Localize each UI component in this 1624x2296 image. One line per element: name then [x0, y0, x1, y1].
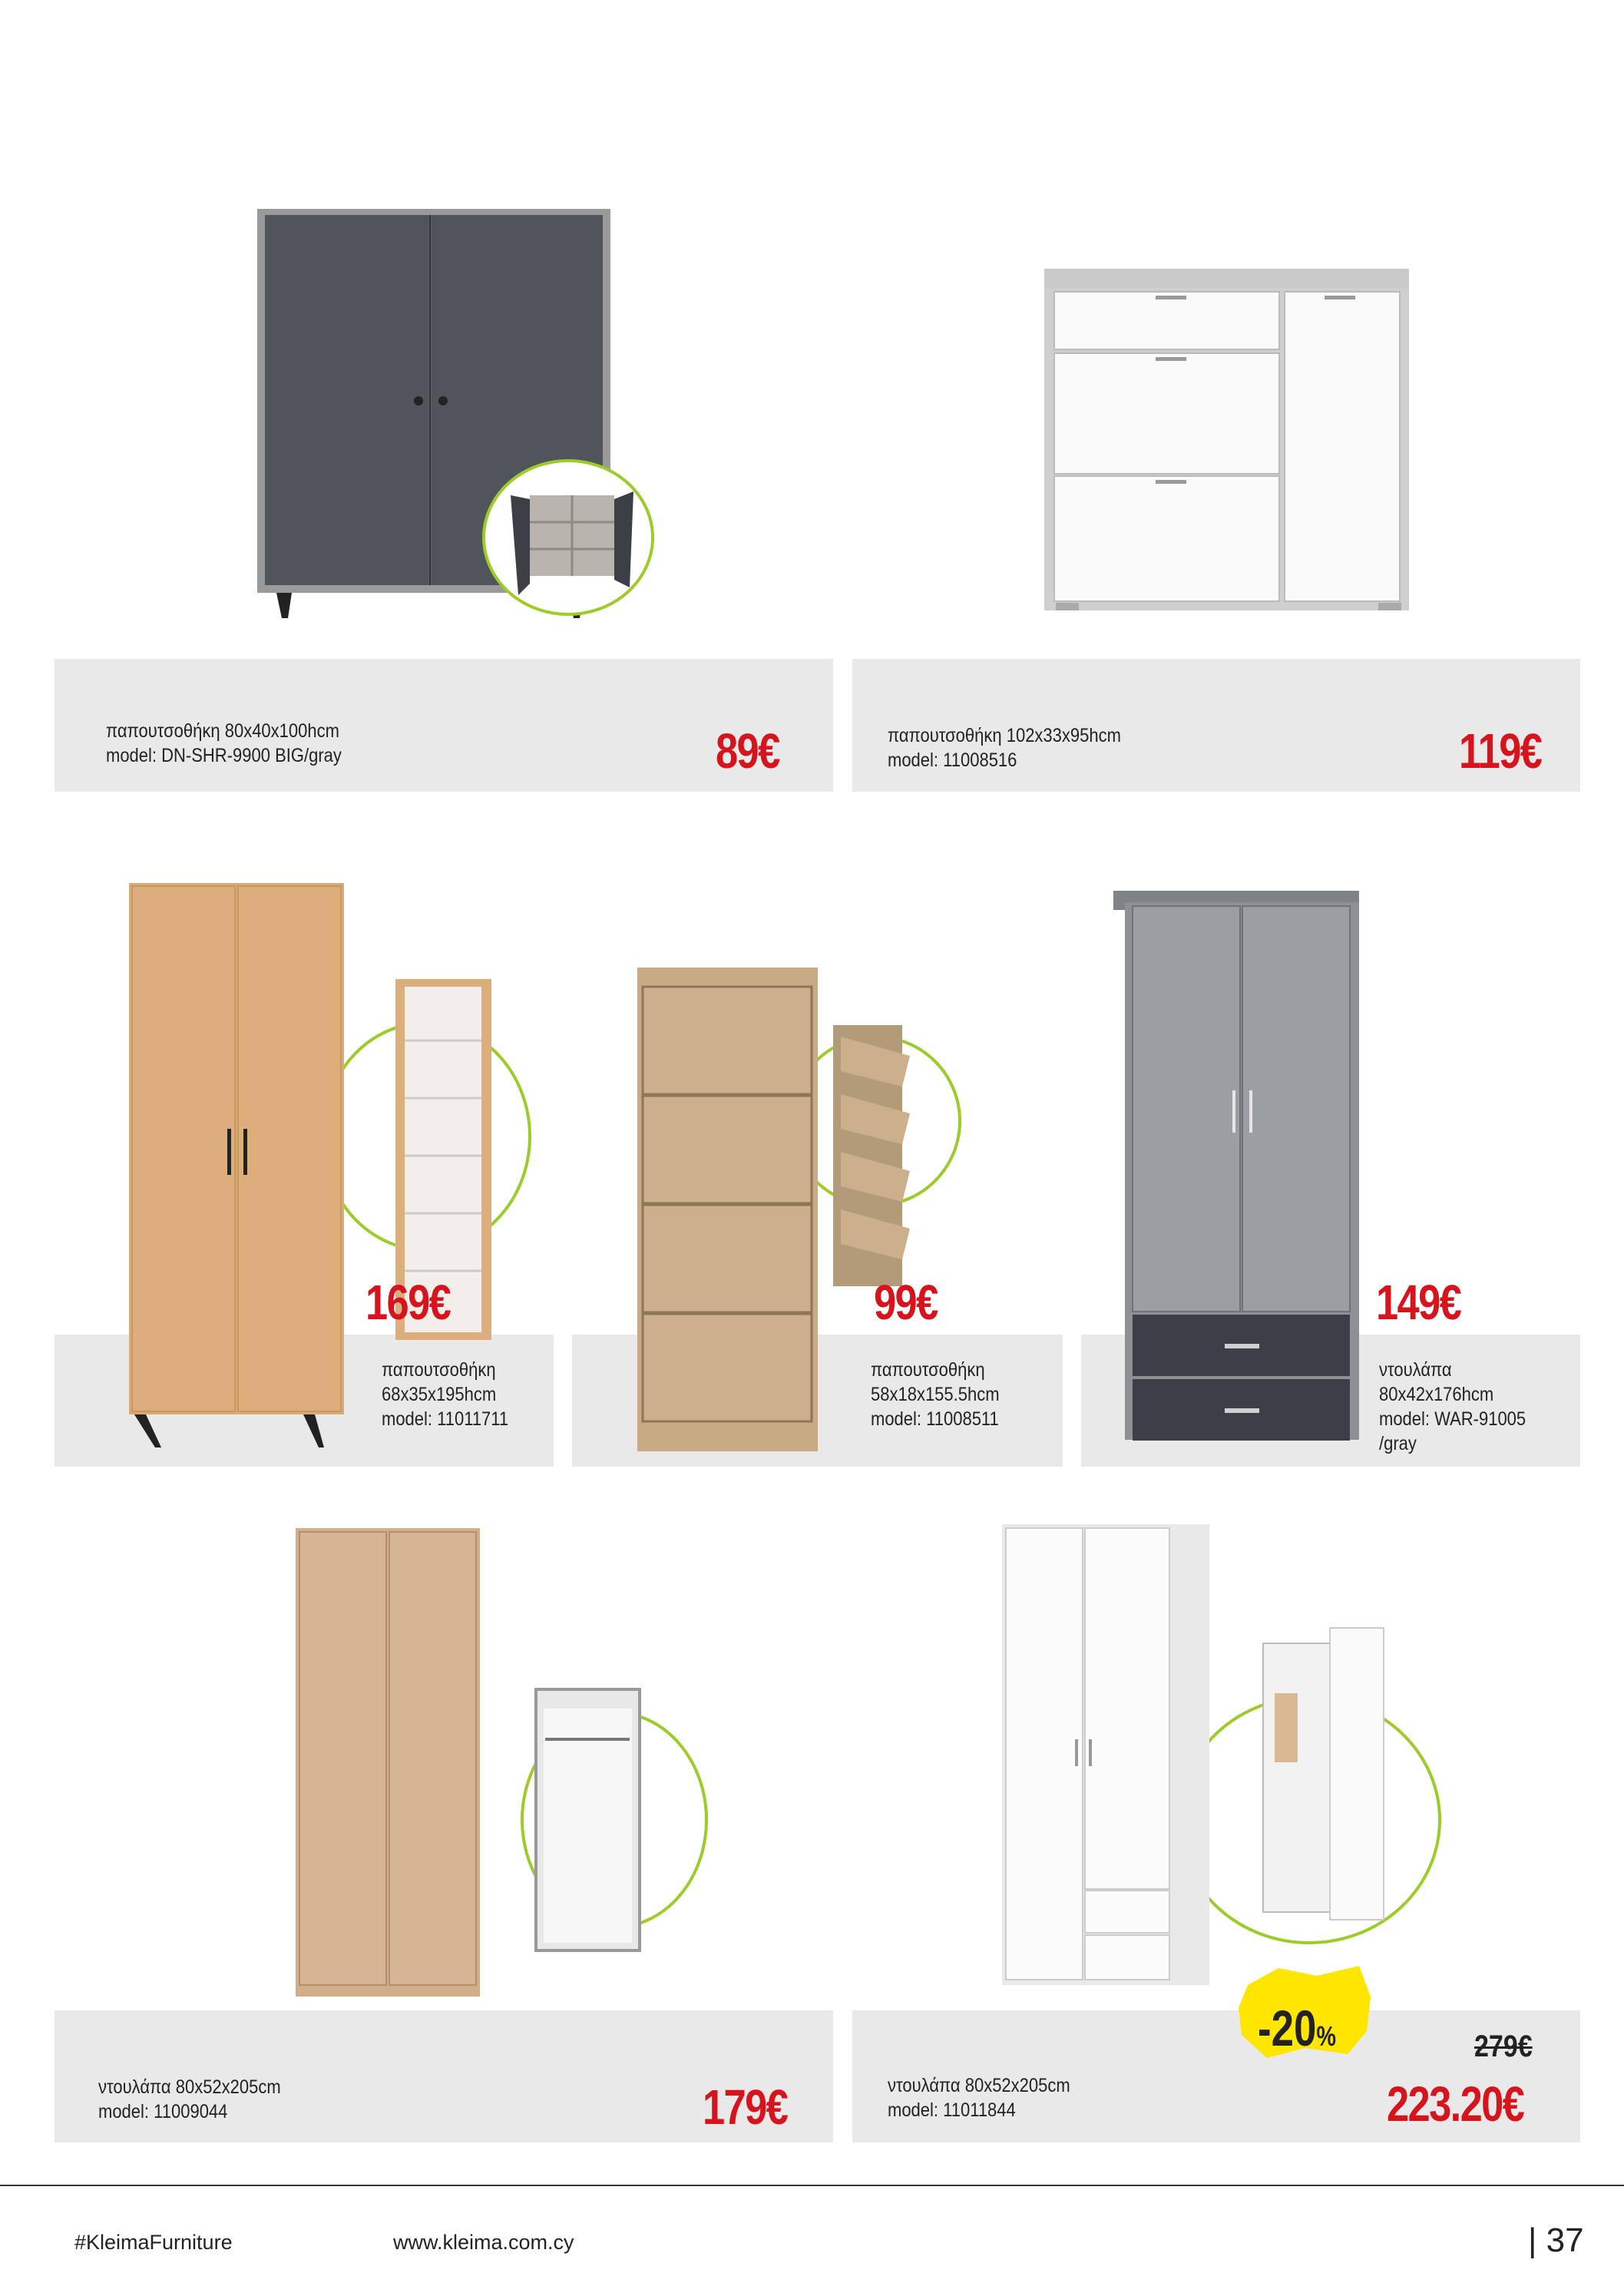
product-1-image	[246, 200, 706, 630]
product-6-desc-line2: model: 11009044	[98, 2101, 228, 2122]
footer-website[interactable]: www.kleima.com.cy	[393, 2231, 574, 2254]
product-7-description	[888, 2073, 1070, 2122]
product-2-desc-line1: παπουτσοθήκη 102x33x95hcm	[888, 725, 1121, 746]
discount-value: -20	[1258, 2000, 1317, 2056]
product-6-description	[98, 2075, 281, 2124]
product-3-desc-line2: 68x35x195hcm	[382, 1384, 497, 1405]
product-1-price: 89€	[716, 723, 779, 779]
discount-badge	[1258, 2000, 1336, 2056]
product-4-desc-line2: 58x18x155.5hcm	[871, 1384, 1000, 1405]
product-3-price: 169€	[365, 1275, 451, 1330]
product-6-image	[292, 1524, 722, 2004]
product-5-desc-line2: 80x42x176hcm	[1379, 1384, 1494, 1405]
product-5-image	[1102, 883, 1378, 1455]
product-6-desc-line1: ντουλάπα 80x52x205cm	[98, 2076, 281, 2098]
product-2-description	[888, 723, 1121, 773]
product-2-image	[1040, 265, 1417, 618]
product-3-description	[382, 1358, 508, 1431]
product-2-desc-line2: model: 11008516	[888, 749, 1017, 771]
product-2-price: 119€	[1459, 723, 1542, 779]
page-number: | 37	[1528, 2222, 1584, 2259]
footer-divider	[0, 2185, 1624, 2186]
product-3-desc-line1: παπουτσοθήκη	[382, 1359, 496, 1381]
product-7-price: 223.20€	[1387, 2076, 1524, 2132]
product-7-image	[998, 1517, 1474, 1989]
discount-unit: %	[1316, 2020, 1336, 2052]
product-5-desc-line3: model: WAR-91005	[1379, 1408, 1526, 1430]
product-7-desc-line2: model: 11011844	[888, 2099, 1016, 2121]
product-7-old-price: 279€	[1474, 2030, 1533, 2063]
product-4-price: 99€	[874, 1275, 938, 1330]
product-3-desc-line3: model: 11011711	[382, 1408, 509, 1430]
product-5-price: 149€	[1376, 1275, 1461, 1330]
product-4-desc-line3: model: 11008511	[871, 1408, 999, 1430]
product-1-desc-line1: παπουτσοθήκη 80x40x100hcm	[106, 720, 339, 742]
product-1-desc-line2: model: DN-SHR-9900 BIG/gray	[106, 745, 342, 766]
product-5-description	[1379, 1358, 1526, 1456]
product-7-desc-line1: ντουλάπα 80x52x205cm	[888, 2075, 1070, 2096]
product-5-desc-line4: /gray	[1379, 1433, 1417, 1454]
footer-hashtag: #KleimaFurniture	[74, 2231, 233, 2254]
product-4-description	[871, 1358, 1000, 1431]
product-4-desc-line1: παπουτσοθήκη	[871, 1359, 985, 1381]
product-6-price: 179€	[703, 2079, 788, 2135]
product-1-description	[106, 719, 342, 768]
product-5-desc-line1: ντουλάπα	[1379, 1359, 1452, 1381]
